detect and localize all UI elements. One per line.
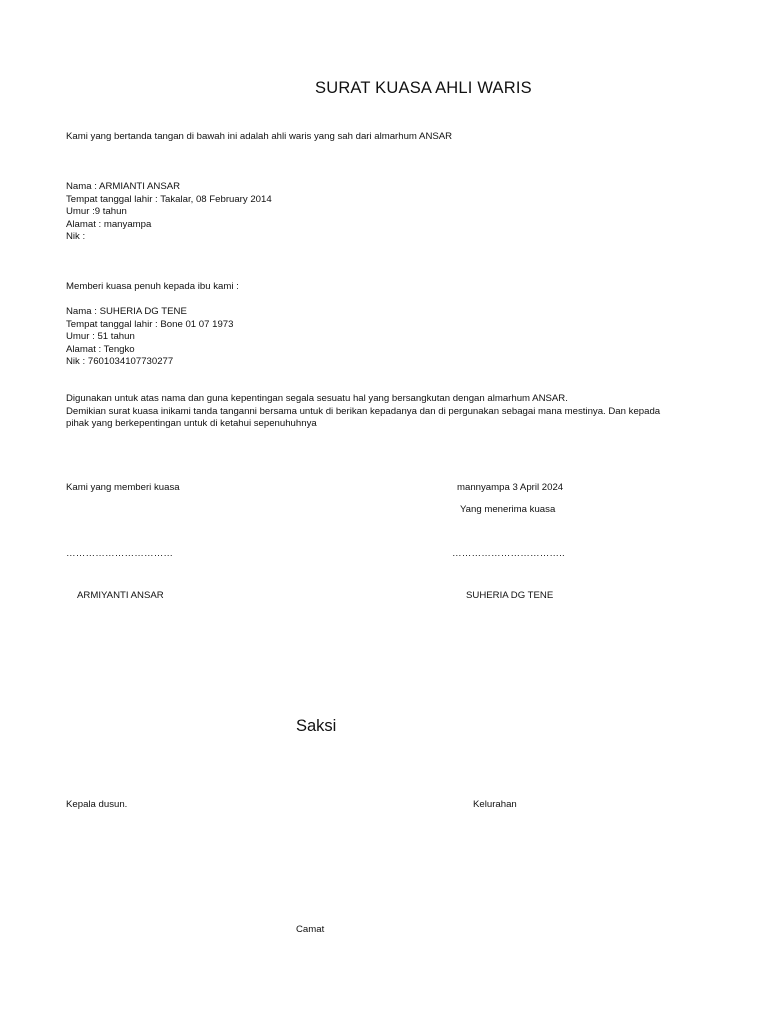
heir-nik: Nik : [66, 231, 86, 242]
witness-heading: Saksi [296, 717, 337, 735]
receiver-name: SUHERIA DG TENE [466, 590, 554, 601]
heir-details [66, 181, 272, 244]
giver-label: Kami yang memberi kuasa [66, 482, 180, 493]
heir-address: Alamat : manyampa [66, 218, 152, 230]
heir-birth: Tempat tanggal lahir : Takalar, 08 February 2014 [66, 193, 272, 205]
receiver-signature-line: …………………………….. [452, 548, 565, 559]
receiver-label: Yang menerima kuasa [460, 504, 556, 515]
attorney-details [66, 306, 233, 369]
witness-camat: Camat [296, 924, 325, 935]
attorney-nik: Nik : 7601034107730277 [66, 356, 174, 367]
giver-name: ARMIYANTI ANSAR [77, 590, 164, 601]
closing-text-line2: pihak yang berkepentingan untuk di ketahui sepenuhuhnya [66, 418, 317, 429]
witness-kelurahan: Kelurahan [473, 799, 517, 810]
closing-text-line1: Demikian surat kuasa inikami tanda tanganni bersama untuk di berikan kepadanya dan di pergunakan sebagai mana mestinya. Dan kepada [66, 405, 661, 417]
attorney-age: Umur : 51 tahun [66, 331, 135, 342]
purpose-paragraph [66, 393, 696, 431]
attorney-birth: Tempat tanggal lahir : Bone 01 07 1973 [66, 318, 234, 330]
grant-statement: Memberi kuasa penuh kepada ibu kami : [66, 281, 239, 292]
attorney-name: Nama : SUHERIA DG TENE [66, 306, 187, 317]
purpose-text: Digunakan untuk atas nama dan guna kepentingan segala sesuatu hal yang bersangkutan dengan almarhum ANSAR. [66, 393, 568, 404]
heir-name: Nama : ARMIANTI ANSAR [66, 181, 181, 192]
heir-age: Umur :9 tahun [66, 206, 127, 217]
place-date: mannyampa 3 April 2024 [457, 482, 564, 493]
intro-text: Kami yang bertanda tangan di bawah ini adalah ahli waris yang sah dari almarhum ANSAR [66, 131, 453, 142]
giver-signature-line: …………………………… [66, 548, 174, 559]
attorney-address: Alamat : Tengko [66, 343, 135, 355]
witness-kepala-dusun: Kepala dusun. [66, 799, 128, 810]
document-title: SURAT KUASA AHLI WARIS [315, 79, 532, 97]
